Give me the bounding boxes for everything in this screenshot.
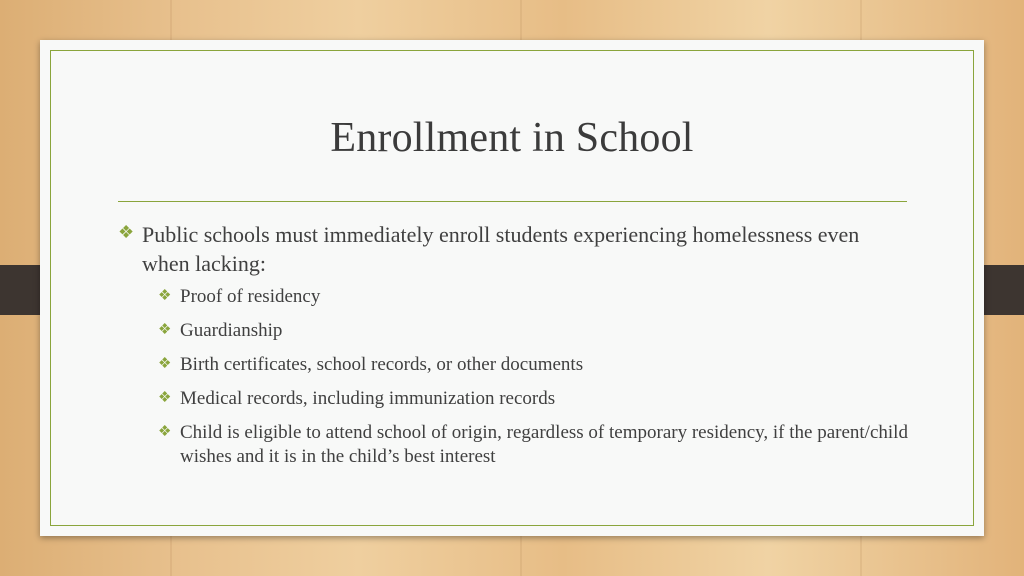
list-item-text: Child is eligible to attend school of origin, regardless of temporary residency, if the parent/child wishes and it is in the child’s best interest (180, 422, 908, 467)
main-bullet-text: Public schools must immediately enroll students experiencing homelessness even when lacking: (142, 222, 860, 276)
list-item (158, 319, 918, 343)
diamond-bullet-icon: ❖ (158, 322, 172, 338)
sub-bullet-list (158, 285, 918, 479)
slide-title: Enrollment in School (330, 115, 694, 161)
diamond-bullet-icon: ❖ (158, 288, 172, 304)
list-item (158, 353, 918, 377)
list-item-text: Birth certificates, school records, or other documents (180, 354, 584, 375)
list-item (158, 421, 918, 469)
diamond-bullet-icon: ❖ (118, 222, 135, 242)
slide-panel (40, 40, 984, 536)
list-item (158, 285, 918, 309)
list-item-text: Medical records, including immunization records (180, 388, 556, 409)
diamond-bullet-icon: ❖ (158, 390, 172, 406)
diamond-bullet-icon: ❖ (158, 424, 172, 440)
list-item-text: Proof of residency (180, 286, 321, 307)
list-item-text: Guardianship (180, 320, 283, 341)
diamond-bullet-icon: ❖ (158, 356, 172, 372)
title-divider (118, 201, 907, 202)
main-bullet (120, 220, 910, 278)
list-item (158, 387, 918, 411)
